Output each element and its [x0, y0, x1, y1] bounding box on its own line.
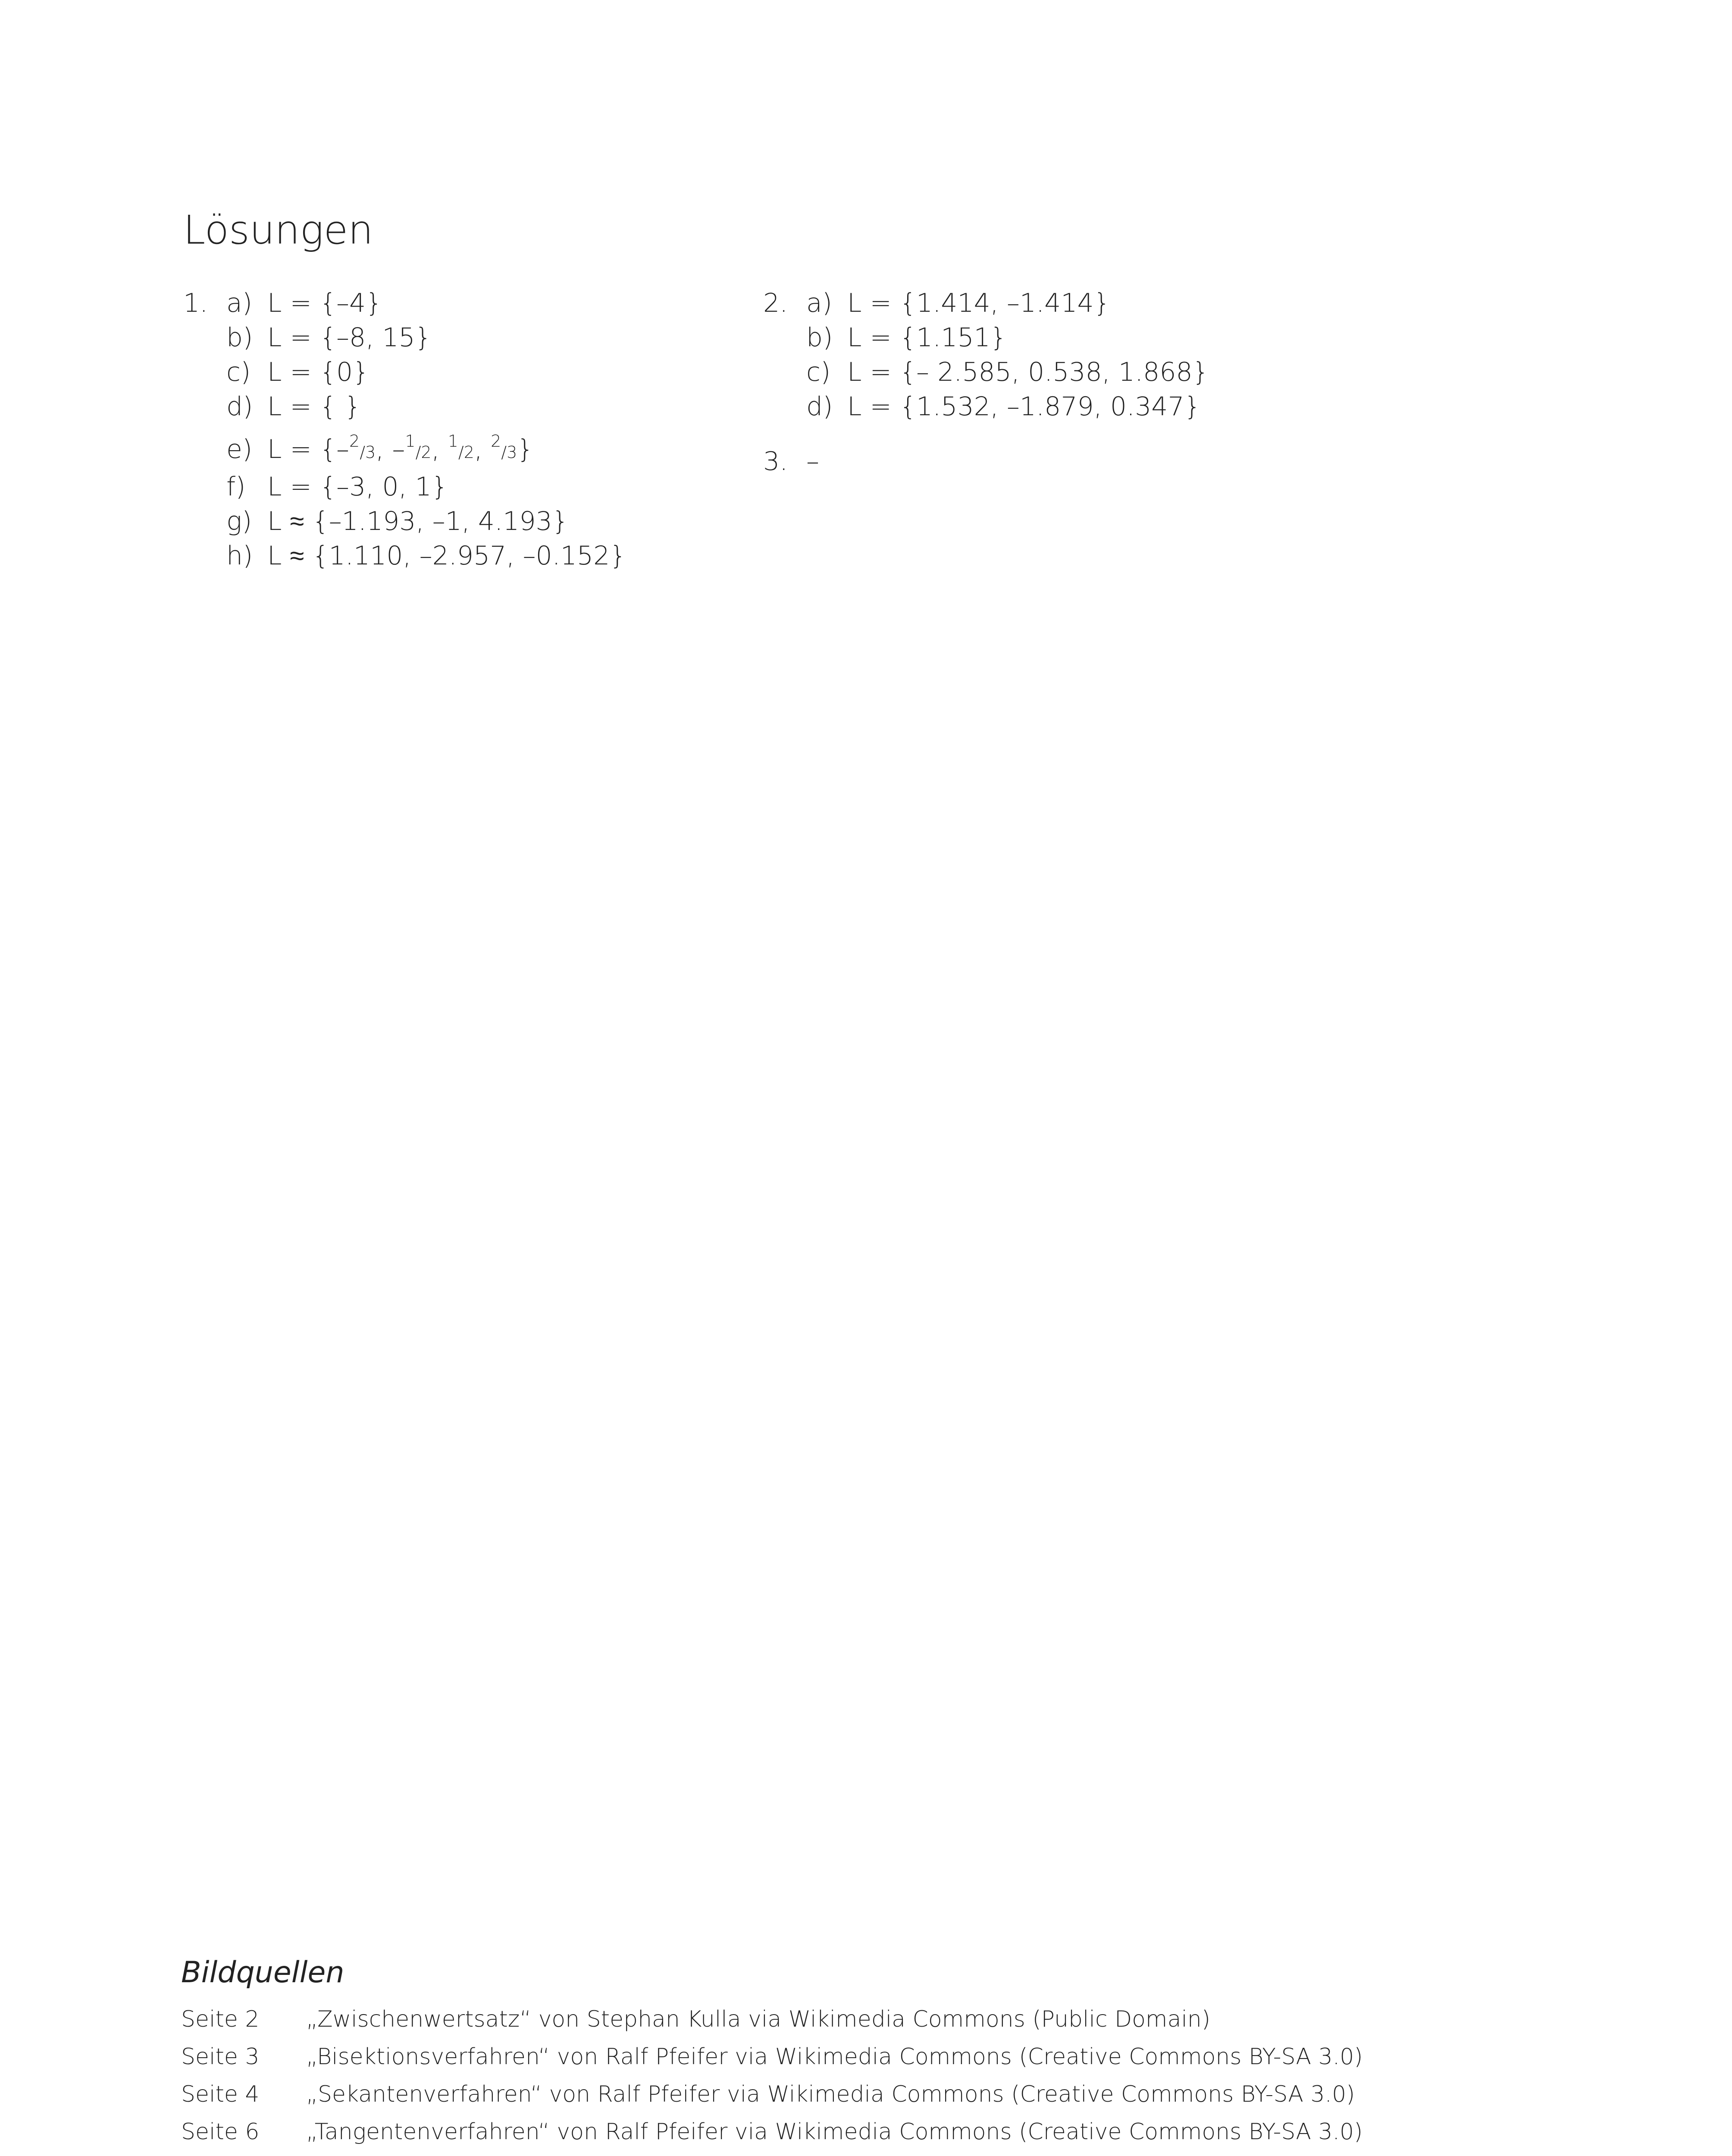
source-entry [181, 2076, 1397, 2113]
list-item [226, 286, 626, 320]
item-label: f) [226, 472, 246, 502]
list-item [226, 504, 626, 539]
sources-list [181, 2001, 1397, 2156]
source-entry [181, 2151, 1397, 2156]
item-answer: L = {–4} [267, 288, 382, 318]
item-answer: L = {1.532, –1.879, 0.347} [847, 392, 1201, 422]
source-page: Seite 2 [181, 2006, 260, 2032]
source-entry [181, 2001, 1397, 2038]
source-page: Seite 3 [181, 2044, 260, 2070]
page-title: Lösungen [183, 207, 373, 253]
item-label: b) [226, 323, 253, 353]
item-label: d) [806, 392, 833, 422]
source-text: „Bisektionsverfahren“ von Ralf Pfeifer via Wikimedia Commons (Creative Commons BY-SA 3.0) [306, 2044, 1363, 2070]
list-item [226, 320, 626, 355]
list-item [226, 389, 626, 424]
item-answer: L = {0} [267, 357, 370, 387]
item-label: c) [226, 357, 251, 387]
list-item [226, 539, 626, 573]
problem-2-list [806, 286, 1209, 424]
source-text: „Tangentenverfahren“ von Ralf Pfeifer via Wikimedia Commons (Creative Commons BY-SA 3.0) [306, 2119, 1363, 2145]
list-item [226, 355, 626, 389]
item-label: g) [226, 506, 252, 536]
source-text: „Zwischenwertsatz“ von Stephan Kulla via Wikimedia Commons (Public Domain) [306, 2006, 1211, 2032]
problem-1-number: 1. [183, 288, 208, 318]
source-entry [181, 2113, 1397, 2151]
list-item [806, 286, 1209, 320]
item-label: h) [226, 541, 253, 571]
item-label: a) [806, 288, 833, 318]
problem-3-answer: – [806, 446, 819, 476]
list-item [806, 355, 1209, 389]
source-page: Seite 6 [181, 2119, 260, 2145]
item-label: a) [226, 288, 253, 318]
list-item [806, 389, 1209, 424]
item-label: c) [806, 357, 831, 387]
item-label: e) [226, 434, 253, 464]
source-entry [181, 2038, 1397, 2076]
item-answer: L = {–8, 15} [267, 323, 432, 353]
item-answer: L ≈ {–1.193, –1, 4.193} [267, 506, 569, 536]
problem-2-number: 2. [763, 288, 788, 318]
list-item [226, 424, 626, 470]
item-answer: L = { } [267, 392, 361, 422]
problem-3-number: 3. [763, 446, 788, 476]
item-answer: L ≈ {1.110, –2.957, –0.152} [267, 541, 626, 571]
problem-1-list [226, 286, 626, 573]
list-item [806, 320, 1209, 355]
item-answer: L = {1.414, –1.414} [847, 288, 1110, 318]
item-label: d) [226, 392, 253, 422]
sources-heading: Bildquellen [181, 1955, 345, 1990]
source-page [181, 2151, 306, 2156]
item-answer: L = {–$^2$/3, –$^1$/2, $^1$/2, $^2$/3} [267, 432, 534, 464]
source-page: Seite 4 [181, 2081, 260, 2107]
source-text: „Sekantenverfahren“ von Ralf Pfeifer via Wikimedia Commons (Creative Commons BY-SA 3.0) [306, 2081, 1355, 2107]
item-answer: L = {1.151} [847, 323, 1007, 353]
item-answer: L = {–3, 0, 1} [267, 472, 448, 502]
list-item [226, 470, 626, 504]
item-answer: L = {– 2.585, 0.538, 1.868} [847, 357, 1209, 387]
item-label: b) [806, 323, 833, 353]
